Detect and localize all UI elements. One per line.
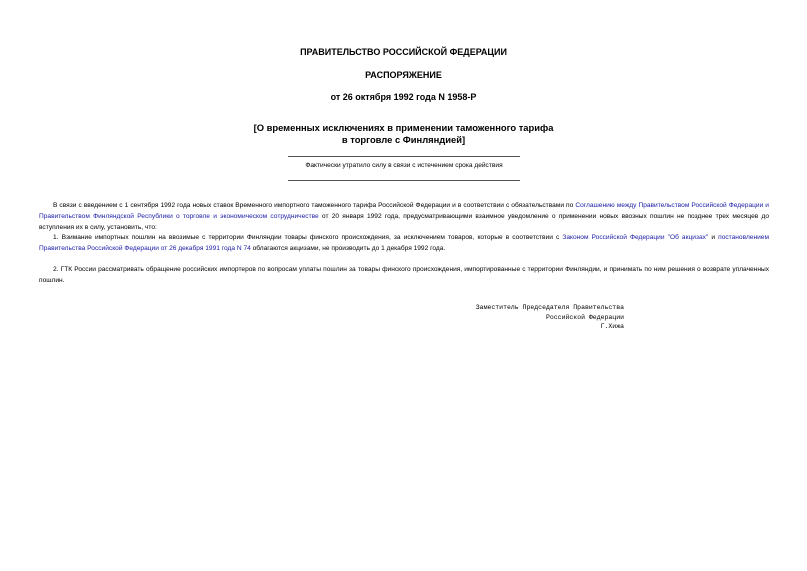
- paragraph-text: 2. ГТК России рассматривать обращение российских импортеров по вопросам уплаты пошлин за товары финского происхождения, импортированные с территории Финляндии, и принимать по ним решения о возврате уплаченных пошлин.: [39, 266, 769, 284]
- subject-line-1: [О временных исключениях в применении таможенного тарифа: [253, 122, 554, 133]
- signature-country: Российской Федерации: [545, 313, 624, 321]
- paragraph-text: облагаются акцизами, не производить до 1 декабря 1992 года.: [250, 245, 446, 252]
- paragraph-text: 1. Взимание импортных пошлин на ввозимые с территории Финляндии товары финского происхождения, за исключением товаров, которые в соответствии с: [53, 234, 563, 241]
- paragraph-text: В связи с введением с 1 сентября 1992 года новых ставок Временного импортного таможенного тарифа Российской Федерации и в соответствии с обязательствами по: [53, 202, 576, 209]
- signature-name: Г.Хижа: [600, 323, 624, 330]
- status-divider-bottom: [288, 180, 520, 181]
- signature-title: Заместитель Председателя Правительства: [475, 304, 624, 311]
- agreement-link[interactable]: Соглашению между Правительством Российской Федерации и Правительством Финляндской Республики о торговле и экономическом сотрудничестве: [39, 202, 769, 220]
- paragraph-text: и: [708, 234, 719, 241]
- paragraph-intro: [39, 200, 769, 233]
- status-divider-top: [288, 156, 520, 157]
- resolution-link[interactable]: постановлением Правительства Российской Федерации от 26 декабря 1991 года N 74: [39, 234, 769, 252]
- organization-heading: ПРАВИТЕЛЬСТВО РОССИЙСКОЙ ФЕДЕРАЦИИ: [300, 47, 507, 57]
- excise-law-link[interactable]: Законом Российской Федерации "Об акцизах": [562, 234, 709, 241]
- status-note: Фактически утратило силу в связи с истечением срока действия: [305, 162, 503, 169]
- signature-block: [440, 303, 624, 332]
- paragraph-text: от 20 января 1992 года, предусматривающими взаимное уведомление о применении новых ввозных пошлин не позднее трех месяцев до вступления их в силу, установить, что:: [39, 213, 769, 231]
- subject-heading: [0, 122, 807, 146]
- document-type-heading: РАСПОРЯЖЕНИЕ: [365, 70, 442, 80]
- paragraph-item-1: [39, 232, 769, 254]
- paragraph-item-2: [39, 264, 769, 286]
- subject-line-2: в торговле с Финляндией]: [341, 134, 466, 145]
- date-number-heading: от 26 октября 1992 года N 1958-Р: [330, 92, 477, 102]
